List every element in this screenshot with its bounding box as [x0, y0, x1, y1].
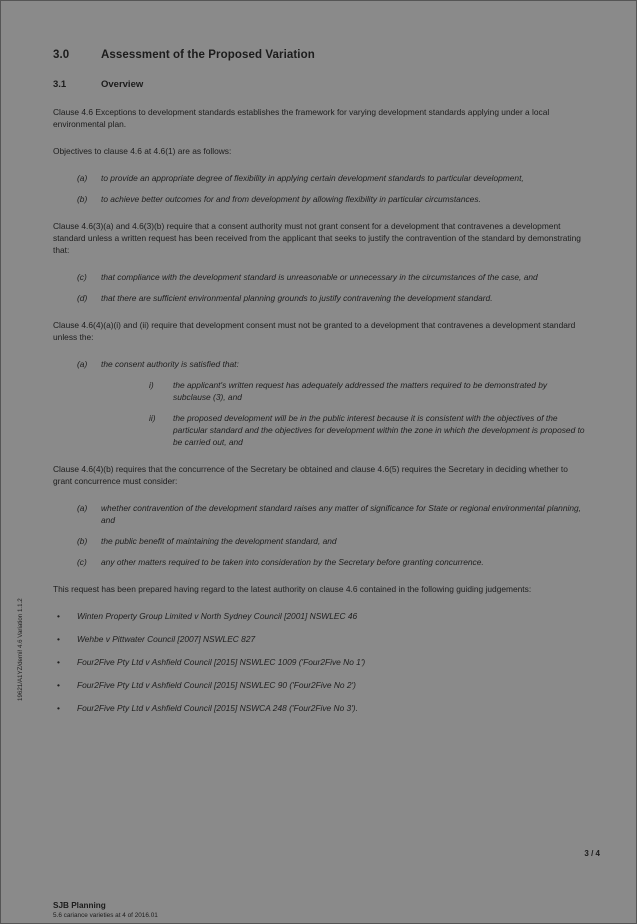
page-number: 3 / 4 [584, 849, 600, 858]
list-item [101, 412, 585, 448]
bullet-marker: • [57, 680, 60, 690]
section-title: Assessment of the Proposed Variation [101, 49, 315, 61]
list-consent [53, 358, 585, 448]
list-objectives [53, 172, 585, 205]
subsection-heading [53, 79, 585, 90]
paragraph-objectives-intro: Objectives to clause 4.6 at 4.6(1) are as follows: [53, 146, 232, 156]
list-item-text: whether contravention of the development standard raises any matter of significance for State or regional environmental planning, and [101, 503, 581, 525]
list-item-text: any other matters required to be taken into consideration by the Secretary before granting concurrence. [101, 557, 484, 567]
list-item [53, 535, 585, 547]
subsection-title: Overview [101, 79, 144, 90]
paragraph-consent-intro: Clause 4.6(4)(a)(i) and (ii) require that development consent must not be granted to a development that contravenes a development standard unless the: [53, 320, 576, 342]
list-marker: (a) [77, 173, 88, 183]
list-item [53, 610, 585, 622]
document-content [53, 49, 585, 729]
nested-list-wrapper [101, 379, 585, 448]
list-consent-sub [101, 379, 585, 448]
list-written-request [53, 271, 585, 304]
list-item [53, 172, 585, 184]
list-item [53, 502, 585, 526]
page-footer [53, 901, 593, 919]
list-marker: (d) [77, 293, 88, 303]
list-item-text: Four2Five Pty Ltd v Ashfield Council [2015] NSWLEC 90 ('Four2Five No 2') [77, 680, 356, 690]
list-marker: ii) [149, 413, 156, 423]
list-item-text: to provide an appropriate degree of flexibility in applying certain development standards to particular development, [101, 173, 524, 183]
list-concurrence [53, 502, 585, 568]
list-item-text: the consent authority is satisfied that: [101, 359, 239, 369]
list-item [53, 271, 585, 283]
list-marker: (a) [77, 503, 88, 513]
footer-reference: 5.6 cariance varieties at 4 of 2016.01 [53, 912, 158, 919]
list-marker: (c) [77, 557, 87, 567]
list-marker: (b) [77, 536, 88, 546]
list-item [101, 379, 585, 403]
bullet-marker: • [57, 657, 60, 667]
paragraph-judgements-intro: This request has been prepared having regard to the latest authority on clause 4.6 contained in the following guiding judgements: [53, 584, 532, 594]
list-item [53, 556, 585, 568]
list-item-text: the public benefit of maintaining the development standard, and [101, 536, 337, 546]
subsection-number: 3.1 [53, 79, 67, 90]
list-item-text: Winten Property Group Limited v North Sydney Council [2001] NSWLEC 46 [77, 611, 358, 621]
list-marker: (c) [77, 272, 87, 282]
paragraph-clause-framework: Clause 4.6 Exceptions to development standards establishes the framework for varying development standards applying under a local environmental plan. [53, 107, 550, 129]
bullet-marker: • [57, 634, 60, 644]
list-item-text: that there are sufficient environmental planning grounds to justify contravening the development standard. [101, 293, 493, 303]
list-item [53, 193, 585, 205]
list-item-text: Four2Five Pty Ltd v Ashfield Council [2015] NSWCA 248 ('Four2Five No 3'). [77, 703, 358, 713]
paragraph-concurrence-intro: Clause 4.6(4)(b) requires that the concurrence of the Secretary be obtained and clause 4.6(5) requires the Secretary in deciding whether to grant concurrence must consider: [53, 464, 568, 486]
list-item [53, 633, 585, 645]
list-item [53, 656, 585, 668]
footer-firm-name: SJB Planning [53, 901, 106, 910]
list-marker: (a) [77, 359, 88, 369]
list-judgements [53, 610, 585, 714]
side-margin-reference: 19621/A1YZ/demi! 4.6 Variation 1.1.2 [17, 598, 24, 701]
section-heading [53, 49, 585, 61]
list-item [53, 702, 585, 714]
bullet-marker: • [57, 611, 60, 621]
bullet-marker: • [57, 703, 60, 713]
section-number: 3.0 [53, 49, 70, 61]
list-item-text: that compliance with the development standard is unreasonable or unnecessary in the circumstances of the case, and [101, 272, 538, 282]
list-item [53, 292, 585, 304]
list-item [53, 358, 585, 448]
list-marker: i) [149, 380, 154, 390]
list-item-text: Wehbe v Pittwater Council [2007] NSWLEC 827 [77, 634, 256, 644]
list-item-text: to achieve better outcomes for and from development by allowing flexibility in particular circumstances. [101, 194, 481, 204]
paragraph-written-request-intro: Clause 4.6(3)(a) and 4.6(3)(b) require that a consent authority must not grant consent for a development that contravenes a development standard unless a written request has been received from the applicant that seeks to justify the contravention of the standard by demonstrating that: [53, 221, 581, 255]
list-marker: (b) [77, 194, 88, 204]
list-item-text: the applicant's written request has adequately addressed the matters required to be demonstrated by subclause (3), and [173, 380, 548, 402]
list-item [53, 679, 585, 691]
list-item-text: the proposed development will be in the public interest because it is consistent with the objectives of the particular standard and the objectives for development within the zone in which the development is proposed to be carried out, and [173, 413, 585, 447]
list-item-text: Four2Five Pty Ltd v Ashfield Council [2015] NSWLEC 1009 ('Four2Five No 1') [77, 657, 366, 667]
